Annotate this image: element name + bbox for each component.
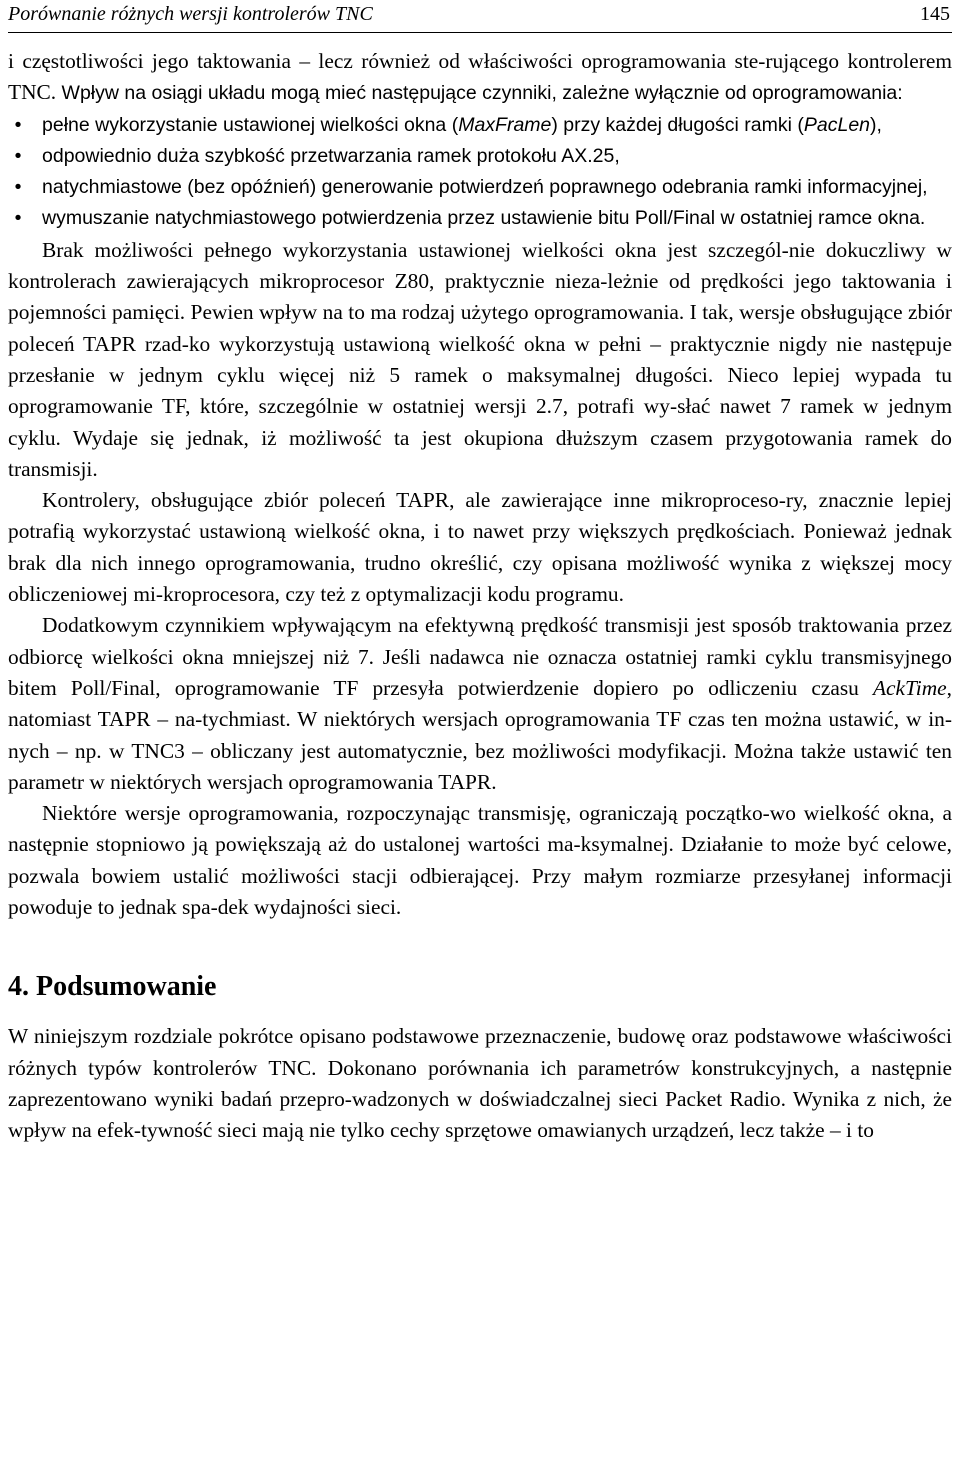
bullet-icon: • bbox=[14, 207, 22, 230]
maxframe-term: MaxFrame bbox=[458, 113, 552, 136]
body-text bbox=[8, 46, 952, 1147]
list-text: pełne wykorzystanie ustawionej wielkości okna ( bbox=[42, 113, 459, 136]
body-paragraph: Niektóre wersje oprogramowania, rozpoczynając transmisję, ograniczają początko-wo wielkość okna, a następnie stopniowo ją powiększają aż do ustalonej wartości ma-ksymalnej. Działanie to może być celowe, pozwala bowiem ustalić możliwości stacji odbierającej. Przy małym rozmiarze przesyłanej informacji powoduje to jednak spa-dek wydajności sieci. bbox=[8, 801, 952, 920]
intro-part1: i częstotliwości jego taktowania – lecz również od właściwości oprogramowania ste-rującego kontrolerem TNC. bbox=[8, 49, 952, 105]
list-text: ), bbox=[870, 113, 882, 136]
bullet-icon: • bbox=[14, 176, 22, 199]
running-header bbox=[8, 2, 952, 26]
section-paragraph: W niniejszym rozdziale pokrótce opisano podstawowe przeznaczenie, budowę oraz podstawowe właściwości różnych typów kontrolerów TNC. Dokonano porównania ich parametrów konstrukcyjnych, a następnie zaprezentowano wyniki badań przepro-wadzonych w doświadczalnej sieci Packet Radio. Wynika z nich, że wpływ na efek-tywność sieci mają nie tylko cechy sprzętowe omawianych urządzeń, lecz także – i to bbox=[8, 1024, 952, 1143]
paragraph-text: Dodatkowym czynnikiem wpływającym na efektywną prędkość transmisji jest sposób traktowania przez odbiorcę wielkości okna mniejszej niż 7. Jeśli nadawca nie oznacza ostatniej ramki cyklu transmisyjnego bitem Poll/Final, oprogramowanie TF przesyła potwierdzenie dopiero po odliczeniu czasu bbox=[8, 613, 952, 700]
bullet-icon: • bbox=[14, 144, 22, 167]
list-text: ) przy każdej długości ramki ( bbox=[551, 113, 804, 136]
list-text: wymuszanie natychmiastowego potwierdzenia przez ustawienie bitu Poll/Final w ostatniej ramce okna. bbox=[42, 207, 926, 230]
section-heading: 4. Podsumowanie bbox=[8, 971, 217, 1003]
intro-part2: Wpływ na osiągi układu mogą mieć następujące czynniki, zależne wyłącznie od oprogramowania: bbox=[56, 82, 903, 105]
page-number: 145 bbox=[920, 3, 950, 25]
list-text: odpowiednio duża szybkość przetwarzania ramek protokołu AX.25, bbox=[42, 144, 620, 167]
factor-list bbox=[8, 110, 952, 235]
list-item bbox=[8, 141, 952, 172]
header-title: Porównanie różnych wersji kontrolerów TNC bbox=[8, 3, 373, 25]
list-item bbox=[8, 110, 952, 141]
list-text: natychmiastowe (bez opóźnień) generowanie potwierdzeń poprawnego odebrania ramki informacyjnej, bbox=[42, 176, 928, 199]
acktime-term: AckTime bbox=[872, 675, 947, 700]
body-paragraph: Kontrolery, obsługujące zbiór poleceń TAPR, ale zawierające inne mikroproceso-ry, znacznie lepiej potrafią wykorzystać ustawioną wielkość okna, i to nawet przy większych prędkościach. Ponieważ jednak brak dla nich innego oprogramowania, trudno określić, czy opisana możliwość wynika z większej mocy obliczeniowej mi-kroprocesora, czy też z optymalizacji kodu programu. bbox=[8, 488, 952, 607]
header-rule bbox=[8, 32, 952, 33]
paclen-term: PacLen bbox=[803, 113, 871, 136]
list-item bbox=[8, 203, 952, 234]
intro-paragraph bbox=[8, 46, 952, 110]
list-item bbox=[8, 172, 952, 203]
body-paragraph-acktime bbox=[8, 610, 952, 798]
bullet-icon: • bbox=[14, 113, 22, 136]
paragraph-text: , natomiast TAPR – na-tychmiast. W niektórych wersjach oprogramowania TF czas ten można ustawić, w in-nych – np. w TNC3 – obliczany jest automatycznie, bez możliwości modyfikacji. Można także ustawić ten parametr w niektórych wersjach oprogramowania TAPR. bbox=[8, 675, 952, 794]
body-paragraph: Brak możliwości pełnego wykorzystania ustawionej wielkości okna jest szczegól-nie dokuczliwy w kontrolerach zawierających mikroprocesor Z80, praktycznie nieza-leżnie od prędkości jego taktowania i pojemności pamięci. Pewien wpływ na to ma rodzaj użytego oprogramowania. I tak, wersje obsługujące zbiór poleceń TAPR rzad-ko wykorzystują ustawioną wielkość okna w pełni – praktycznie nigdy nie następuje przesłanie w jednym cyklu więcej niż 5 ramek o maksymalnej długości. Nieco lepiej wypada tu oprogramowanie TF, które, szczególnie w ostatniej wersji 2.7, potrafi wy-słać nawet 7 ramek w jednym cyklu. Wydaje się jednak, iż możliwość ta jest okupiona dłuższym czasem przygotowania ramek do transmisji. bbox=[8, 237, 952, 481]
